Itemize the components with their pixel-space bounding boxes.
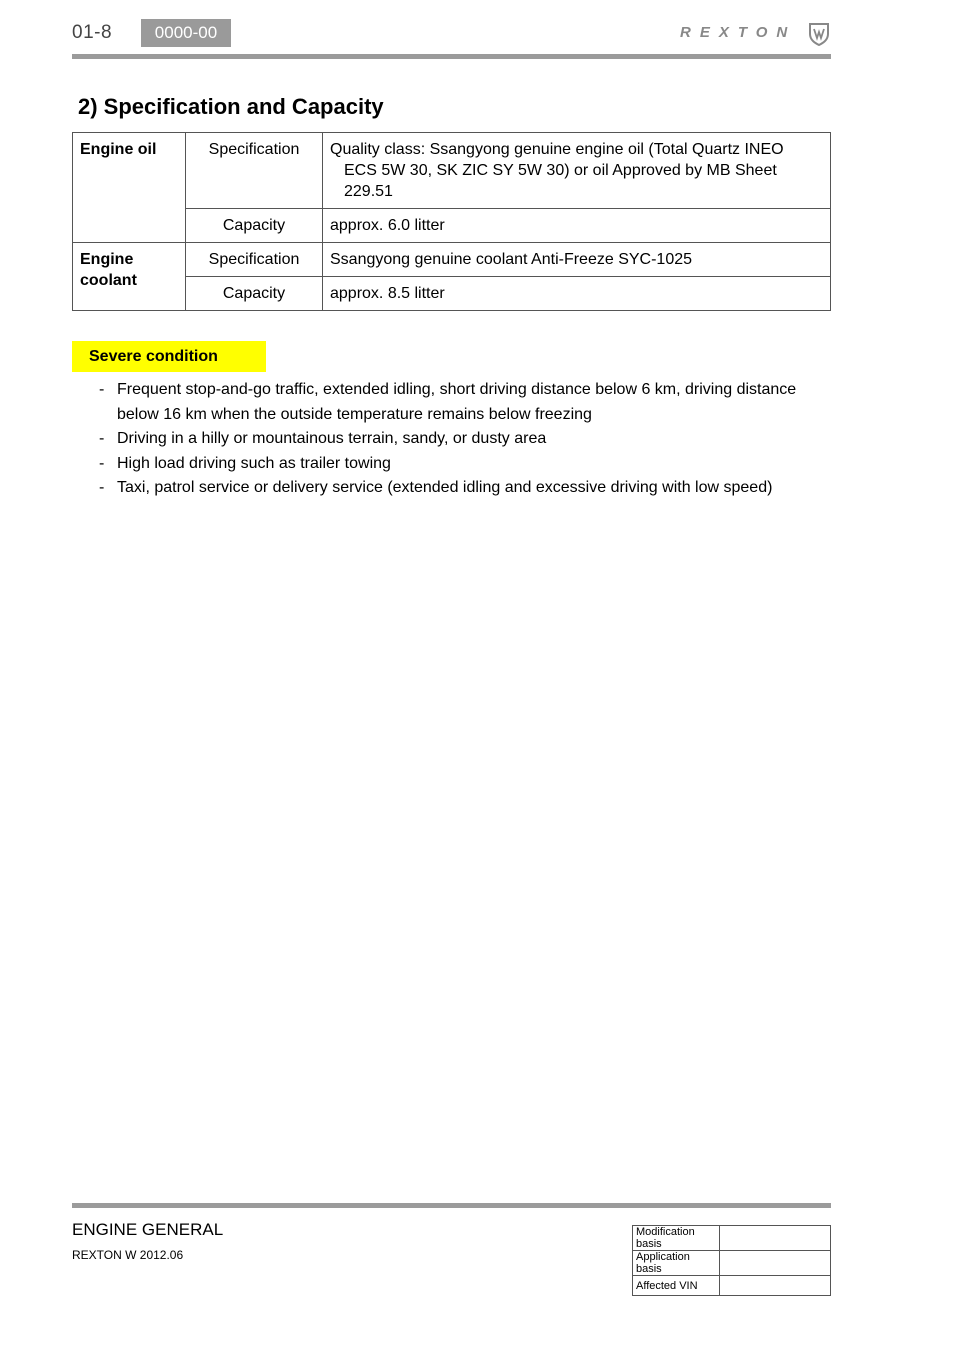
list-line: Taxi, patrol service or delivery service (extended idling and excessive driving with low speed) xyxy=(117,479,773,496)
rexton-logo xyxy=(680,22,830,48)
basis-table xyxy=(632,1225,831,1296)
page-number: 01-8 xyxy=(72,22,113,43)
basis-value xyxy=(720,1226,831,1251)
category-engine-oil: Engine oil xyxy=(73,133,186,243)
row-value: approx. 6.0 litter xyxy=(323,209,831,243)
list-dash: - xyxy=(99,430,105,447)
table-row xyxy=(633,1276,831,1296)
list-line: Frequent stop-and-go traffic, extended idling, short driving distance below 6 km, driving distance xyxy=(117,381,797,398)
list-item xyxy=(99,378,819,427)
list-dash: - xyxy=(99,381,105,398)
basis-key: Modification basis xyxy=(633,1226,720,1251)
table-row xyxy=(73,243,831,277)
category-engine-coolant xyxy=(73,243,186,311)
section-title: 2) Specification and Capacity xyxy=(78,94,384,119)
value-line: 229.51 xyxy=(344,183,393,200)
row-value xyxy=(323,133,831,209)
value-line: Quality class: Ssangyong genuine engine oil (Total Quartz INEO xyxy=(330,141,784,158)
severe-condition-list xyxy=(99,378,819,501)
severe-condition-tag: Severe condition xyxy=(72,341,266,372)
category-line: Engine xyxy=(80,251,134,268)
table-row xyxy=(73,277,831,311)
footer-title: ENGINE GENERAL xyxy=(72,1220,224,1239)
row-label: Specification xyxy=(186,133,323,209)
list-item xyxy=(99,476,819,501)
row-value: Ssangyong genuine coolant Anti-Freeze SYC-1025 xyxy=(323,243,831,277)
row-label: Specification xyxy=(186,243,323,277)
list-line: Driving in a hilly or mountainous terrain, sandy, or dusty area xyxy=(117,430,547,447)
footer-rule xyxy=(72,1203,831,1208)
table-row xyxy=(633,1226,831,1251)
table-row xyxy=(73,209,831,243)
basis-value xyxy=(720,1251,831,1276)
basis-key: Application basis xyxy=(633,1251,720,1276)
list-line: below 16 km when the outside temperature remains below freezing xyxy=(117,405,592,423)
value-line: ECS 5W 30, SK ZIC SY 5W 30) or oil Approved by MB Sheet xyxy=(344,162,777,179)
header-rule xyxy=(72,54,831,59)
ssangyong-emblem-icon xyxy=(808,22,830,46)
list-item xyxy=(99,452,819,477)
list-item xyxy=(99,427,819,452)
spec-capacity-table xyxy=(72,132,831,311)
row-label: Capacity xyxy=(186,209,323,243)
basis-value xyxy=(720,1276,831,1296)
basis-key: Affected VIN xyxy=(633,1276,720,1296)
table-row xyxy=(73,133,831,209)
list-dash: - xyxy=(99,479,105,496)
footer-subtitle: REXTON W 2012.06 xyxy=(72,1248,184,1262)
category-line: coolant xyxy=(80,272,137,289)
section-code-badge: 0000-00 xyxy=(141,19,231,47)
row-value: approx. 8.5 litter xyxy=(323,277,831,311)
logo-wordmark: REXTON xyxy=(680,24,797,41)
table-row xyxy=(633,1251,831,1276)
list-dash: - xyxy=(99,454,105,472)
list-line: High load driving such as trailer towing xyxy=(117,454,391,472)
row-label: Capacity xyxy=(186,277,323,311)
